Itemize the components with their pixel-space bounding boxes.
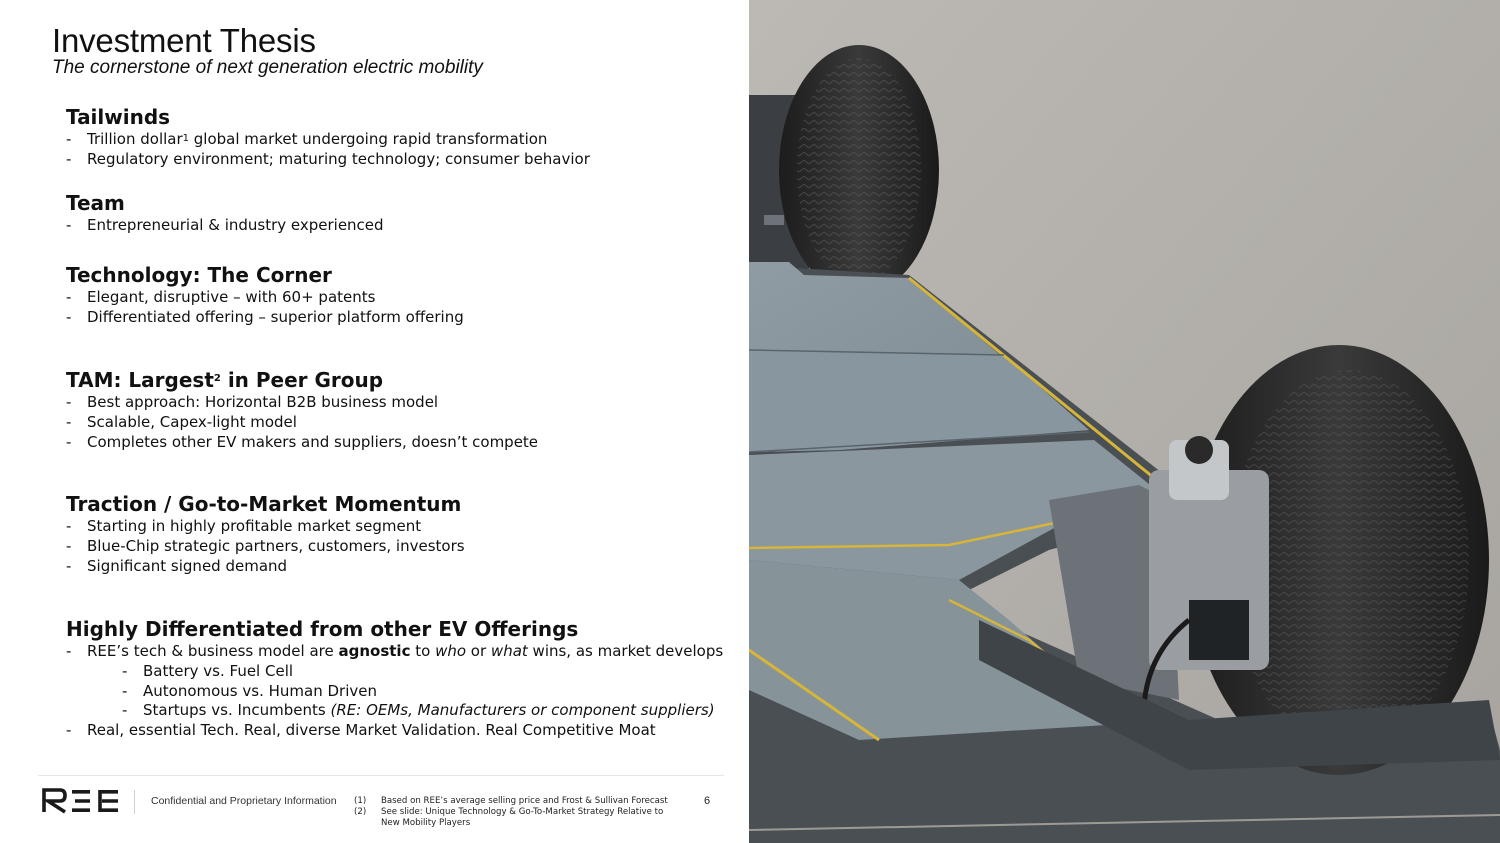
section-team [66, 190, 384, 236]
footnote-1: Based on REE’s average selling price and Frost & Sullivan Forecast [381, 796, 668, 806]
footnote-mark: (1) [354, 796, 367, 806]
bullet-dash: - [122, 661, 128, 680]
bullet-item [66, 557, 465, 577]
bullet-text: Autonomous vs. Human Driven [143, 681, 377, 700]
footer-divider [38, 775, 724, 776]
bullet-item [66, 288, 464, 308]
footer-separator [134, 790, 135, 814]
bullet-item [66, 216, 384, 236]
page-subtitle: The cornerstone of next generation electric mobility [52, 57, 483, 78]
section-tam [66, 367, 538, 452]
bullet-emphasis: who [435, 642, 467, 660]
bullet-item [66, 130, 590, 150]
bullet-dash: - [66, 556, 72, 575]
bullet-text: Elegant, disruptive – with 60+ patents [87, 288, 376, 306]
page-number: 6 [704, 795, 711, 807]
section-title: Team [66, 191, 125, 215]
bullet-text: to [410, 642, 436, 660]
section-title: Traction / Go-to-Market Momentum [66, 492, 462, 516]
bullet-text: Battery vs. Fuel Cell [143, 661, 294, 680]
bullet-item [66, 150, 590, 170]
bullet-text: Regulatory environment; maturing technology; consumer behavior [87, 149, 590, 168]
bullet-dash: - [66, 216, 72, 234]
bullet-item [66, 308, 464, 328]
bullet-text: global market undergoing rapid transformation [189, 130, 548, 148]
bullet-text: or [466, 642, 491, 660]
section-title [66, 367, 538, 393]
footnote-ref: 2 [213, 373, 221, 384]
chassis-photo [749, 0, 1500, 843]
bullet-text: Real, essential Tech. Real, diverse Market Validation. Real Competitive Moat [87, 721, 656, 740]
bullet-text: Completes other EV makers and suppliers, doesn’t compete [87, 432, 539, 451]
bullet-emphasis: what [490, 642, 528, 660]
bullet-dash: - [122, 681, 128, 700]
section-title: Highly Differentiated from other EV Offerings [66, 617, 579, 641]
sub-bullet-item [66, 662, 723, 682]
bullet-dash: - [66, 288, 72, 306]
bullet-item [66, 393, 538, 413]
bullet-item [66, 721, 723, 741]
bullet-text: wins, as market develops [527, 642, 724, 660]
bullet-dash: - [66, 149, 72, 168]
bullet-text: REE’s tech & business model are [87, 642, 339, 660]
bullet-text: Blue-Chip strategic partners, customers, investors [87, 536, 465, 555]
confidential-notice: Confidential and Proprietary Information [151, 795, 337, 807]
sub-bullet-item [66, 682, 723, 702]
bullet-item [66, 433, 538, 453]
bullet-dash: - [66, 642, 72, 660]
bullet-text: Starting in highly profitable market segment [87, 517, 422, 535]
bullet-item [66, 413, 538, 433]
bullet-text: Significant signed demand [87, 556, 288, 575]
bullet-text: Entrepreneurial & industry experienced [87, 216, 384, 234]
bullet-item [66, 537, 465, 557]
bullet-text: Scalable, Capex-light model [87, 412, 297, 431]
section-title: Tailwinds [66, 105, 171, 129]
bullet-dash: - [66, 517, 72, 535]
bullet-dash: - [66, 721, 72, 740]
bullet-item [66, 517, 465, 537]
sub-bullet-item [66, 701, 723, 721]
footnote-2: See slide: Unique Technology & Go-To-Market Strategy Relative to New Mobility Players [381, 807, 664, 828]
section-title: Technology: The Corner [66, 263, 332, 287]
bullet-text: Trillion dollar [87, 130, 183, 148]
bullet-text: Best approach: Horizontal B2B business model [87, 393, 439, 411]
section-differentiated [66, 616, 723, 741]
bullet-text: Startups vs. Incumbents [143, 701, 331, 720]
bullet-emphasis: (RE: OEMs, Manufacturers or component suppliers) [330, 701, 715, 720]
bullet-text: Differentiated offering – superior platform offering [87, 307, 464, 326]
bullet-dash: - [66, 412, 72, 431]
bullet-item [66, 642, 723, 662]
bullet-dash: - [122, 701, 128, 720]
bullet-dash: - [66, 393, 72, 411]
bullet-emphasis: agnostic [338, 642, 411, 660]
section-title-text: in Peer Group [220, 368, 384, 392]
bullet-dash: - [66, 432, 72, 451]
bullet-dash: - [66, 307, 72, 326]
ree-logo [42, 788, 120, 814]
section-tailwinds [66, 104, 590, 170]
section-technology [66, 262, 464, 328]
bullet-dash: - [66, 536, 72, 555]
footnote-ref: 1 [182, 133, 190, 144]
section-traction [66, 491, 465, 576]
bullet-dash: - [66, 130, 72, 148]
section-title-text: TAM: Largest [66, 368, 214, 392]
footnote-mark: (2) [354, 807, 367, 817]
page-title: Investment Thesis [52, 22, 316, 59]
